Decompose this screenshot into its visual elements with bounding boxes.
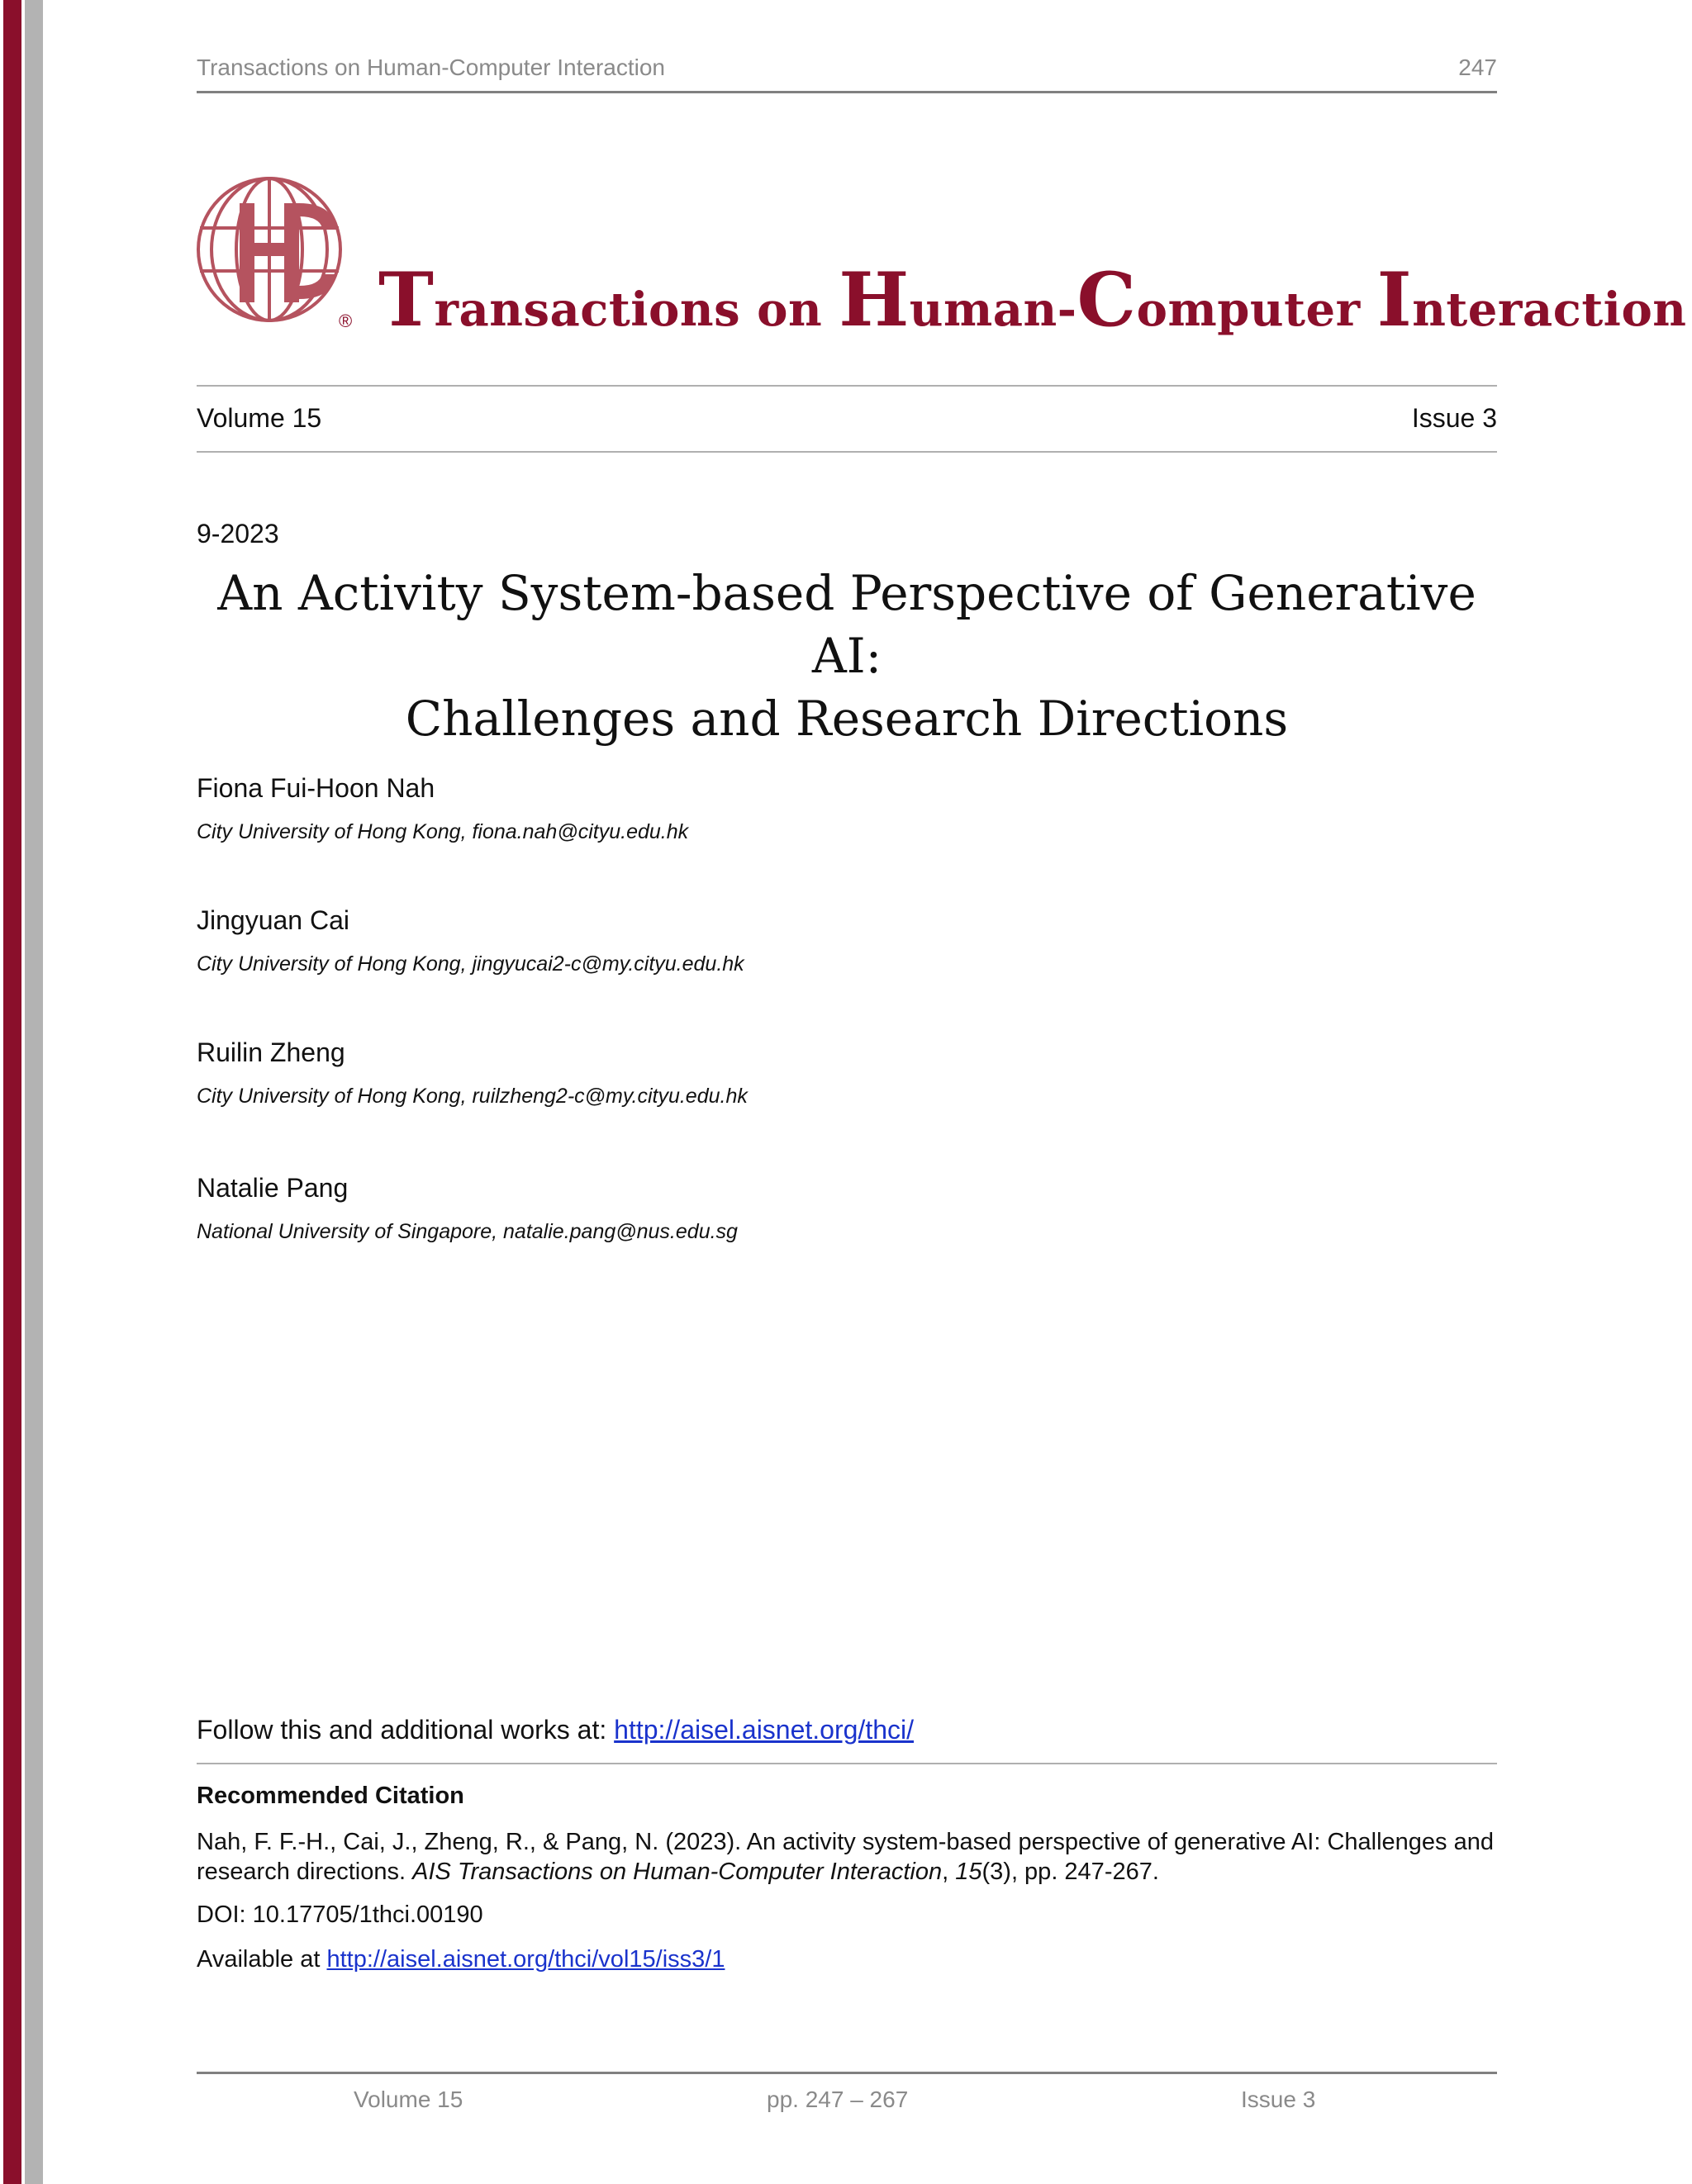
follow-line — [197, 1715, 914, 1745]
volume-row — [197, 403, 1497, 434]
author-block — [197, 905, 744, 976]
checkered-border — [0, 0, 46, 2184]
footer-rule — [197, 2072, 1497, 2074]
publication-date: 9-2023 — [197, 519, 279, 548]
running-head — [197, 55, 1497, 81]
follow-rule — [197, 1763, 1497, 1764]
footer-pages: pp. 247 – 267 — [767, 2087, 909, 2112]
header-rule — [197, 91, 1497, 93]
author-block — [197, 773, 688, 844]
volume-rule-top — [197, 385, 1497, 387]
author-affiliation: City University of Hong Kong, jingyucai2-c@my.cityu.edu.hk — [197, 952, 744, 976]
available-link[interactable]: http://aisel.aisnet.org/thci/vol15/iss3/1 — [326, 1946, 725, 1973]
author-affiliation: City University of Hong Kong, ruilzheng2-c@my.cityu.edu.hk — [197, 1085, 748, 1108]
journal-logo-icon — [193, 170, 359, 332]
available-line: Available at http://aisel.aisnet.org/thci/vol15/iss3/1 — [197, 1946, 725, 1973]
author-block — [197, 1037, 748, 1109]
citation-heading: Recommended Citation — [197, 1783, 464, 1809]
author-name: Ruilin Zheng — [197, 1037, 345, 1067]
author-name: Jingyuan Cai — [197, 905, 349, 935]
author-block — [197, 1173, 738, 1244]
author-affiliation: National University of Singapore, natalie.pang@nus.edu.sg — [197, 1220, 738, 1243]
follow-text: Follow this and additional works at: — [197, 1715, 615, 1745]
volume-label: Volume 15 — [197, 403, 322, 433]
author-name: Fiona Fui-Hoon Nah — [197, 773, 435, 803]
footer-volume: Volume 15 — [354, 2087, 463, 2112]
issue-label: Issue 3 — [1411, 403, 1497, 433]
footer-issue: Issue 3 — [1241, 2087, 1316, 2112]
doi: DOI: 10.17705/1thci.00190 — [197, 1902, 483, 1928]
registered-mark: ® — [339, 311, 353, 331]
running-head-journal: Transactions on Human-Computer Interaction — [197, 55, 665, 80]
journal-title: Transactions on Human-Computer Interaction — [378, 256, 1687, 344]
paper-title-line1: An Activity System-based Perspective of Generative AI: — [217, 565, 1476, 684]
citation-volume: 15 — [955, 1859, 982, 1885]
citation-text: Nah, F. F.-H., Cai, J., Zheng, R., & Pang, N. (2023). An activity system-based perspective of generative AI: Challenges and research directions. AIS Transactions on Human-Computer Interaction, 15(3), pp. 247-267. — [197, 1829, 1494, 1885]
paper-title — [197, 562, 1497, 750]
page-number: 247 — [1458, 55, 1497, 80]
author-affiliation: City University of Hong Kong, fiona.nah@cityu.edu.hk — [197, 820, 689, 843]
follow-link[interactable]: http://aisel.aisnet.org/thci/ — [614, 1715, 914, 1745]
volume-rule-bottom — [197, 451, 1497, 453]
paper-title-line2: Challenges and Research Directions — [405, 691, 1289, 747]
author-name: Natalie Pang — [197, 1173, 349, 1203]
citation-journal: AIS Transactions on Human-Computer Interaction — [412, 1859, 943, 1885]
